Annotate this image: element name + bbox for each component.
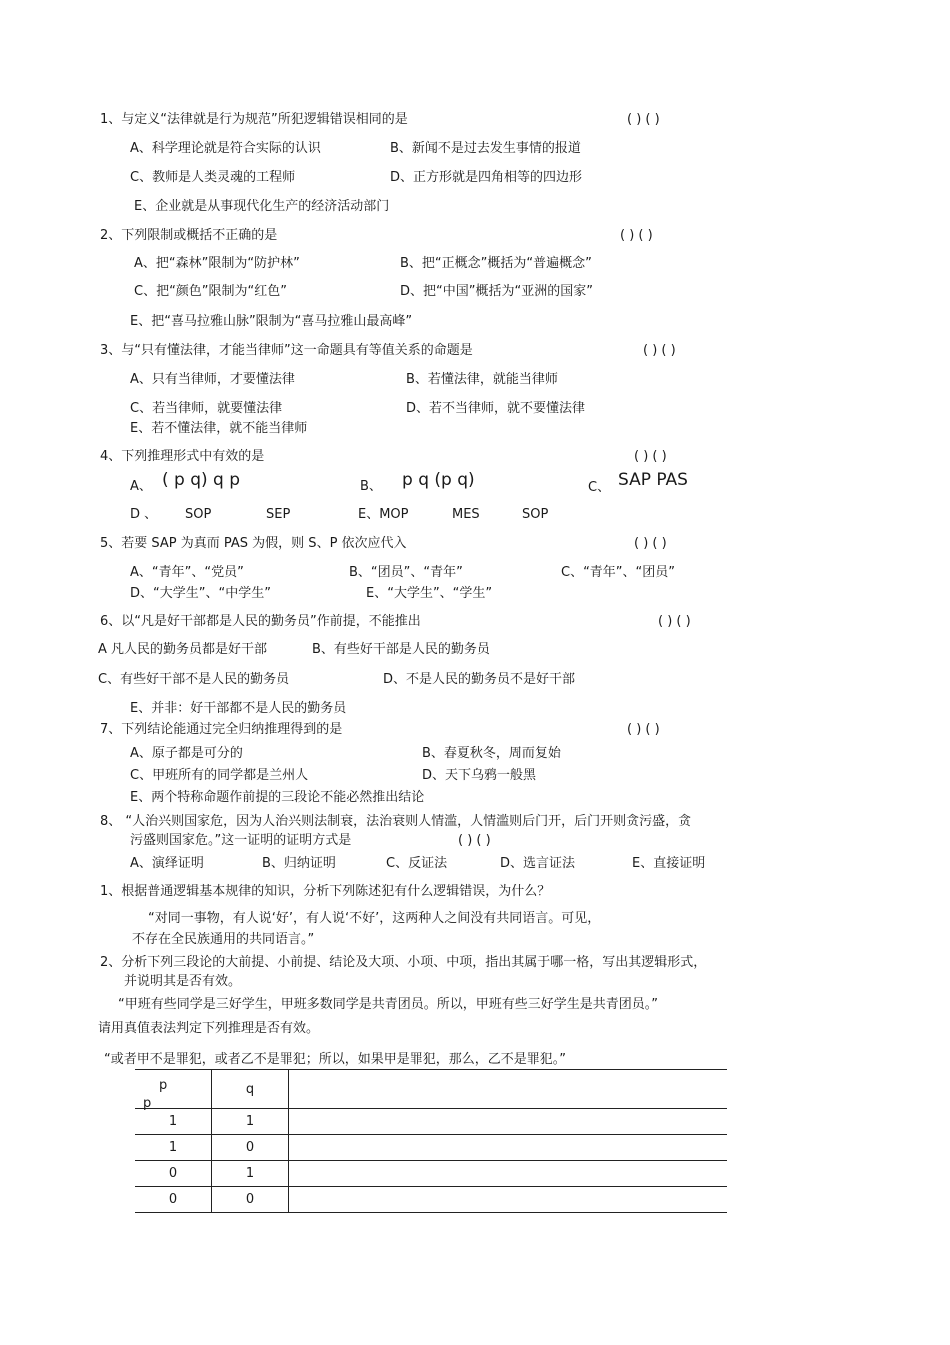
- q2-stem: 2、下列限制或概括不正确的是: [100, 228, 278, 243]
- q5-option-a: A、“青年”、“党员”: [130, 565, 244, 580]
- q4-option-d-part: SEP: [266, 507, 291, 522]
- q7-option-d: D、天下乌鸦一般黑: [422, 768, 537, 783]
- cell-p: 1: [135, 1109, 212, 1135]
- q5-answer-blank: ( ) ( ): [634, 536, 667, 551]
- q3-option-b: B、若懂法律，就能当律师: [406, 372, 558, 387]
- truth-table-header-q: q: [212, 1070, 289, 1109]
- header-p-bottom: p: [143, 1096, 152, 1111]
- cell-blank: [289, 1187, 728, 1213]
- q4-answer-blank: ( ) ( ): [634, 449, 667, 464]
- analysis3-quote: “或者甲不是罪犯，或者乙不是罪犯；所以，如果甲是罪犯，那么，乙不是罪犯。”: [104, 1052, 566, 1067]
- truth-table-header: [135, 1070, 727, 1109]
- q4-stem: 4、下列推理形式中有效的是: [100, 449, 265, 464]
- q4-option-d-part: SOP: [185, 507, 212, 522]
- q7-option-c: C、甲班所有的同学都是兰州人: [130, 768, 309, 783]
- analysis1-quote-line1: “对同一事物，有人说‘好’，有人说‘不好’，这两种人之间没有共同语言。可见，: [148, 911, 601, 926]
- q2-option-e: E、把“喜马拉雅山脉”限制为“喜马拉雅山最高峰”: [130, 314, 413, 329]
- q3-option-c: C、若当律师，就要懂法律: [130, 401, 283, 416]
- table-row: [135, 1187, 727, 1213]
- q3-option-d: D、若不当律师，就不要懂法律: [406, 401, 586, 416]
- q6-option-b: B、有些好干部是人民的勤务员: [312, 642, 490, 657]
- q4-option-a-formula: ( p q) q p: [162, 470, 241, 490]
- q7-option-e: E、两个特称命题作前提的三段论不能必然推出结论: [130, 790, 425, 805]
- q2-answer-blank: ( ) ( ): [620, 228, 653, 243]
- q2-option-a: A、把“森林”限制为“防护林”: [134, 256, 300, 271]
- analysis3-instruction: 请用真值表法判定下列推理是否有效。: [98, 1021, 320, 1036]
- q8-option-c: C、反证法: [386, 856, 448, 871]
- q7-option-a: A、原子都是可分的: [130, 746, 243, 761]
- analysis2-stem-line2: 并说明其是否有效。: [124, 974, 242, 989]
- q5-stem: 5、若要 SAP 为真而 PAS 为假，则 S、P 依次应代入: [100, 536, 407, 551]
- q1-option-c: C、教师是人类灵魂的工程师: [130, 170, 296, 185]
- q6-option-a: A 凡人民的勤务员都是好干部: [98, 642, 268, 657]
- cell-p: 1: [135, 1135, 212, 1161]
- q2-option-c: C、把“颜色”限制为“红色”: [134, 284, 288, 299]
- q4-option-c-label: C、: [588, 480, 611, 495]
- q8-option-a: A、演绎证明: [130, 856, 204, 871]
- q3-answer-blank: ( ) ( ): [643, 343, 676, 358]
- cell-q: 1: [212, 1109, 289, 1135]
- cell-p: 0: [135, 1161, 212, 1187]
- header-p-top: p: [159, 1078, 168, 1093]
- analysis1-stem: 1、根据普通逻辑基本规律的知识，分析下列陈述犯有什么逻辑错误，为什么？: [100, 884, 551, 899]
- q5-option-e: E、“大学生”、“学生”: [366, 586, 493, 601]
- q3-option-e: E、若不懂法律，就不能当律师: [130, 421, 308, 436]
- q8-stem-line1: 8、 “人治兴则国家危，因为人治兴则法制衰，法治衰则人情滥，人情滥则后门开，后门开则贪污盛，贪: [100, 814, 692, 829]
- table-row: [135, 1109, 727, 1135]
- analysis2-quote: “甲班有些同学是三好学生，甲班多数同学是共青团员。所以，甲班有些三好学生是共青团员。”: [118, 997, 658, 1012]
- q7-option-b: B、春夏秋冬，周而复始: [422, 746, 561, 761]
- table-row: [135, 1161, 727, 1187]
- q6-option-c: C、有些好干部不是人民的勤务员: [98, 672, 290, 687]
- q3-stem: 3、与“只有懂法律，才能当律师”这一命题具有等值关系的命题是: [100, 343, 473, 358]
- q5-option-d: D、“大学生”、“中学生”: [130, 586, 271, 601]
- q7-answer-blank: ( ) ( ): [627, 722, 660, 737]
- analysis2-stem-line1: 2、分析下列三段论的大前提、小前提、结论及大项、小项、中项，指出其属于哪一格，写出其逻辑形式，: [100, 955, 707, 970]
- q6-option-e: E、并非：好干部都不是人民的勤务员: [130, 701, 347, 716]
- q5-option-c: C、“青年”、“团员”: [561, 565, 676, 580]
- q7-stem: 7、下列结论能通过完全归纳推理得到的是: [100, 722, 343, 737]
- truth-table: [135, 1069, 727, 1213]
- q6-stem: 6、以“凡是好干部都是人民的勤务员”作前提，不能推出: [100, 614, 421, 629]
- q1-option-a: A、科学理论就是符合实际的认识: [130, 141, 321, 156]
- cell-blank: [289, 1135, 728, 1161]
- q1-option-d: D、正方形就是四角相等的四边形: [390, 170, 583, 185]
- q8-stem-line2: 污盛则国家危。”这一证明的证明方式是: [130, 833, 352, 848]
- q4-option-d-label: D 、: [130, 507, 158, 522]
- q8-option-e: E、直接证明: [632, 856, 706, 871]
- q4-option-c-formula: SAP PAS: [618, 470, 688, 490]
- truth-table-header-blank: [289, 1070, 728, 1109]
- q2-option-b: B、把“正概念”概括为“普遍概念”: [400, 256, 592, 271]
- q4-option-b-label: B、: [360, 479, 382, 494]
- analysis1-quote-line2: 不存在全民族通用的共同语言。”: [132, 932, 315, 947]
- truth-table-header-p: [135, 1070, 212, 1109]
- q2-option-d: D、把“中国”概括为“亚洲的国家”: [400, 284, 593, 299]
- q6-option-d: D、不是人民的勤务员不是好干部: [383, 672, 576, 687]
- table-row: [135, 1135, 727, 1161]
- cell-p: 0: [135, 1187, 212, 1213]
- q1-option-b: B、新闻不是过去发生事情的报道: [390, 141, 581, 156]
- q4-option-e-part: SOP: [522, 507, 549, 522]
- q5-option-b: B、“团员”、“青年”: [349, 565, 463, 580]
- cell-q: 1: [212, 1161, 289, 1187]
- q4-option-a-label: A、: [130, 479, 152, 494]
- q8-option-d: D、选言证法: [500, 856, 576, 871]
- q1-answer-blank: ( ) ( ): [627, 112, 660, 127]
- cell-q: 0: [212, 1187, 289, 1213]
- cell-blank: [289, 1109, 728, 1135]
- q3-option-a: A、只有当律师，才要懂法律: [130, 372, 295, 387]
- cell-q: 0: [212, 1135, 289, 1161]
- q4-option-e-label: E、MOP: [358, 507, 409, 522]
- cell-blank: [289, 1161, 728, 1187]
- q1-stem: 1、与定义“法律就是行为规范”所犯逻辑错误相同的是: [100, 112, 408, 127]
- q4-option-e-part: MES: [452, 507, 480, 522]
- q8-answer-blank: ( ) ( ): [458, 833, 491, 848]
- q6-answer-blank: ( ) ( ): [658, 614, 691, 629]
- q4-option-b-formula: p q (p q): [402, 470, 475, 490]
- q1-option-e: E、企业就是从事现代化生产的经济活动部门: [134, 199, 390, 214]
- q8-option-b: B、归纳证明: [262, 856, 336, 871]
